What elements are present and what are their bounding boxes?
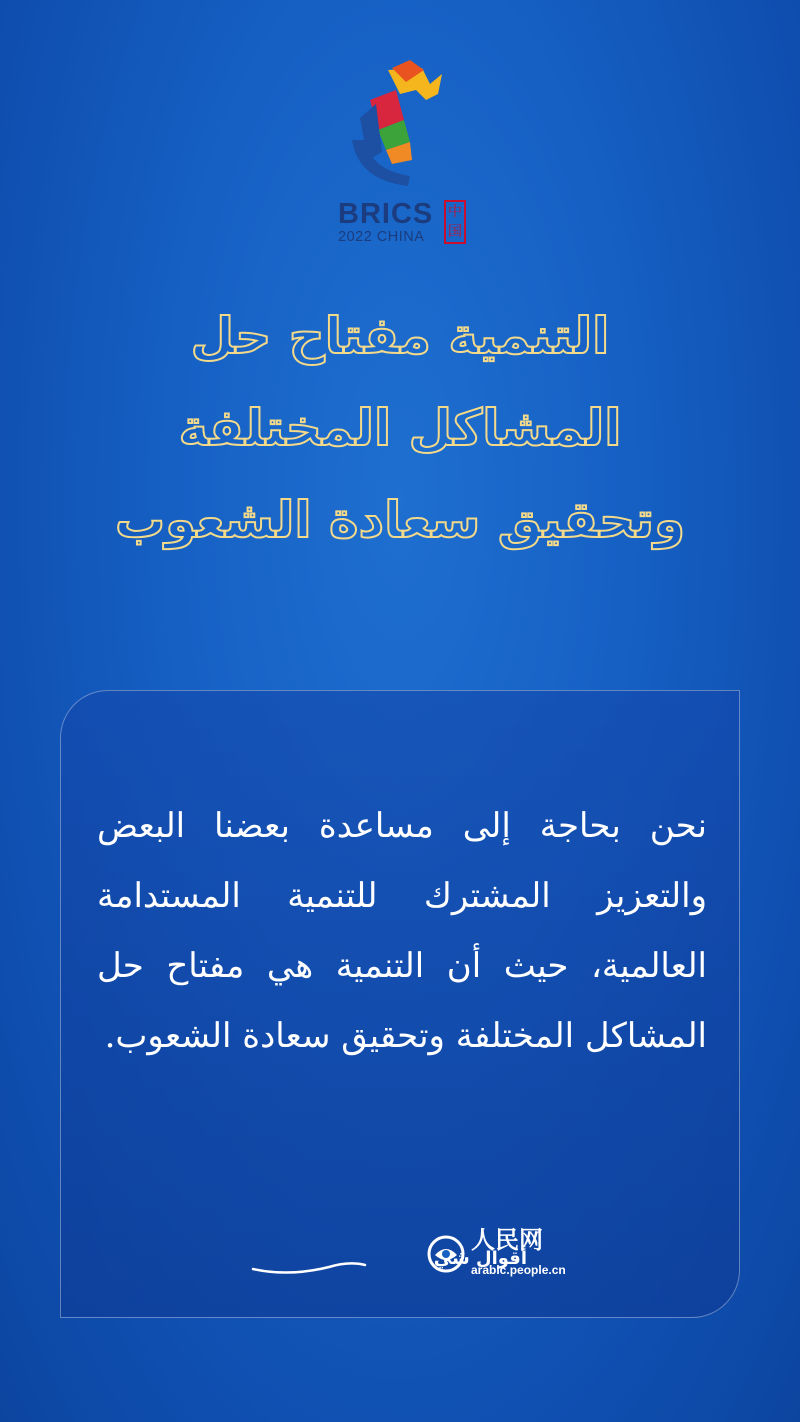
title-line-2: المشاكل المختلفة (178, 399, 622, 457)
page-title (60, 290, 740, 566)
title-line-3: وتحقيق سعادة الشعوب (114, 491, 686, 549)
signature-swash-icon (249, 1247, 369, 1277)
quote-card (60, 690, 740, 1318)
title-line-1: التنمية مفتاح حل (190, 307, 610, 365)
quote-text: نحن بحاجة إلى مساعدة بعضنا البعض والتعزيز المشترك للتنمية المستدامة العالمية، حيث أن التنمية هي مفتاح حل المشاكل المختلفة وتحقيق سعادة الشعوب. (97, 806, 707, 1056)
china-seal-icon: 中 国 (444, 200, 466, 244)
brics-wordmark: BRICS (338, 198, 434, 230)
publisher-name: 人民网 (471, 1225, 543, 1254)
publisher-url[interactable]: arabic.people.cn (471, 1263, 566, 1277)
brics-subtitle: 2022 CHINA (338, 229, 425, 245)
series-label: أقوال شي (433, 1248, 527, 1269)
